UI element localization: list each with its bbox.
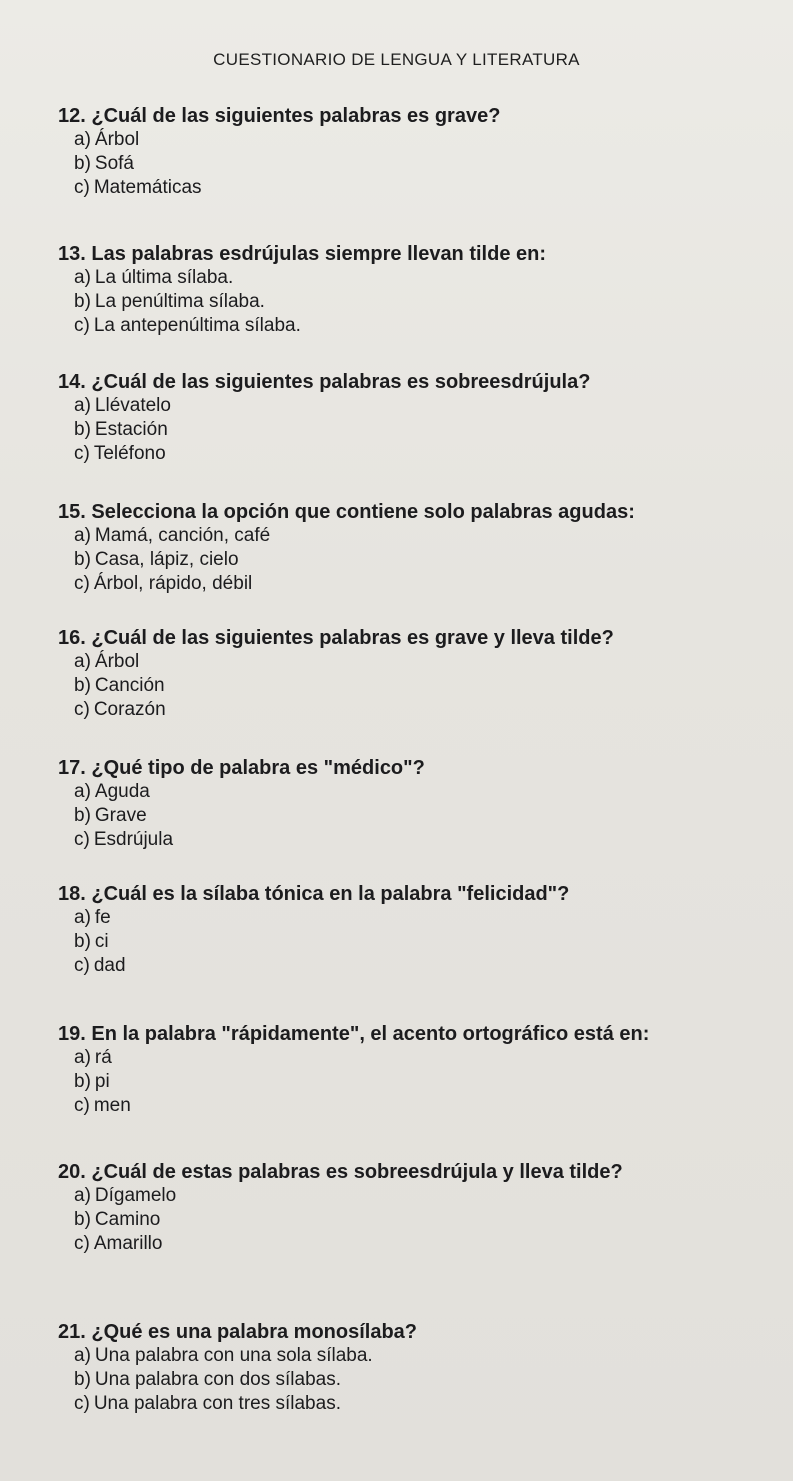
option-c [74, 442, 788, 466]
option-text: Estación [94, 419, 168, 440]
question-number: 16. [58, 627, 86, 649]
question-text [58, 626, 788, 650]
option-c [74, 1392, 788, 1416]
option-text: Amarillo [93, 1233, 163, 1254]
option-c [74, 176, 788, 200]
option-b [74, 548, 788, 572]
option-letter: a) [74, 781, 91, 802]
option-letter: a) [74, 267, 91, 288]
option-text: Llévatelo [94, 395, 171, 416]
option-text: La penúltima sílaba. [94, 291, 265, 312]
question-16 [58, 626, 788, 722]
option-text: men [93, 1095, 131, 1116]
option-text: Árbol, rápido, débil [93, 573, 253, 594]
option-letter: c) [74, 1393, 90, 1414]
option-text: dad [93, 955, 126, 976]
option-b [74, 152, 788, 176]
question-20 [58, 1160, 788, 1256]
option-text: fe [94, 907, 111, 928]
question-text [58, 104, 788, 128]
question-12 [58, 104, 788, 200]
question-13 [58, 242, 788, 338]
option-letter: b) [74, 153, 91, 174]
option-letter: b) [74, 1369, 91, 1390]
option-text: Esdrújula [93, 829, 174, 850]
question-19 [58, 1022, 788, 1118]
option-letter: a) [74, 129, 91, 150]
option-letter: a) [74, 525, 91, 546]
question-prompt: ¿Cuál es la sílaba tónica en la palabra "felicidad"? [91, 883, 570, 905]
option-b [74, 1208, 788, 1232]
question-number: 12. [58, 105, 86, 127]
question-text [58, 756, 788, 780]
option-a [74, 780, 788, 804]
option-text: Dígamelo [94, 1185, 177, 1206]
option-text: Camino [94, 1209, 161, 1230]
option-c [74, 1232, 788, 1256]
option-b [74, 674, 788, 698]
option-text: pi [94, 1071, 110, 1092]
option-letter: a) [74, 1185, 91, 1206]
question-prompt: ¿Cuál de las siguientes palabras es grave? [91, 105, 501, 127]
option-letter: c) [74, 955, 90, 976]
question-text [58, 242, 788, 266]
option-b [74, 290, 788, 314]
option-text: Sofá [94, 153, 134, 174]
option-letter: c) [74, 177, 90, 198]
option-text: Una palabra con tres sílabas. [93, 1393, 341, 1414]
option-a [74, 266, 788, 290]
question-text [58, 500, 788, 524]
question-number: 20. [58, 1161, 86, 1183]
question-prompt: Selecciona la opción que contiene solo palabras agudas: [91, 501, 635, 523]
option-letter: a) [74, 1047, 91, 1068]
option-b [74, 1070, 788, 1094]
option-b [74, 1368, 788, 1392]
option-letter: c) [74, 573, 90, 594]
question-text [58, 1022, 788, 1046]
question-prompt: ¿Cuál de las siguientes palabras es sobreesdrújula? [91, 371, 591, 393]
option-text: La última sílaba. [94, 267, 234, 288]
option-letter: b) [74, 1071, 91, 1092]
option-text: Teléfono [93, 443, 166, 464]
question-17 [58, 756, 788, 852]
question-18 [58, 882, 788, 978]
option-text: Una palabra con una sola sílaba. [94, 1345, 373, 1366]
option-c [74, 954, 788, 978]
option-a [74, 1046, 788, 1070]
option-text: Árbol [94, 651, 140, 672]
question-prompt: ¿Cuál de estas palabras es sobreesdrújula y lleva tilde? [91, 1161, 623, 1183]
option-text: Mamá, canción, café [94, 525, 271, 546]
option-c [74, 572, 788, 596]
option-letter: a) [74, 395, 91, 416]
option-letter: b) [74, 805, 91, 826]
option-letter: c) [74, 315, 90, 336]
option-c [74, 314, 788, 338]
question-number: 19. [58, 1023, 86, 1045]
option-letter: b) [74, 1209, 91, 1230]
question-number: 21. [58, 1321, 86, 1343]
question-prompt: ¿Qué tipo de palabra es "médico"? [91, 757, 425, 779]
option-letter: a) [74, 651, 91, 672]
option-text: Aguda [94, 781, 150, 802]
option-a [74, 650, 788, 674]
question-prompt: ¿Cuál de las siguientes palabras es grave y lleva tilde? [91, 627, 614, 649]
option-text: ci [94, 931, 109, 952]
option-text: Canción [94, 675, 165, 696]
question-number: 18. [58, 883, 86, 905]
option-text: rá [94, 1047, 112, 1068]
question-15 [58, 500, 788, 596]
option-letter: c) [74, 1095, 90, 1116]
option-letter: c) [74, 699, 90, 720]
question-number: 14. [58, 371, 86, 393]
option-text: Árbol [94, 129, 140, 150]
option-a [74, 524, 788, 548]
option-b [74, 930, 788, 954]
option-letter: c) [74, 829, 90, 850]
option-c [74, 1094, 788, 1118]
option-a [74, 128, 788, 152]
question-prompt: ¿Qué es una palabra monosílaba? [91, 1321, 418, 1343]
option-text: Una palabra con dos sílabas. [94, 1369, 342, 1390]
option-letter: b) [74, 931, 91, 952]
option-letter: a) [74, 907, 91, 928]
question-prompt: Las palabras esdrújulas siempre llevan tilde en: [91, 243, 547, 265]
option-letter: b) [74, 419, 91, 440]
option-a [74, 1344, 788, 1368]
question-number: 17. [58, 757, 86, 779]
option-letter: c) [74, 443, 90, 464]
question-text [58, 1160, 788, 1184]
option-text: Matemáticas [93, 177, 202, 198]
question-prompt: En la palabra "rápidamente", el acento ortográfico está en: [91, 1023, 650, 1045]
option-a [74, 906, 788, 930]
option-letter: b) [74, 675, 91, 696]
option-a [74, 394, 788, 418]
question-21 [58, 1320, 788, 1416]
option-c [74, 828, 788, 852]
question-text [58, 1320, 788, 1344]
option-text: Corazón [93, 699, 166, 720]
option-text: La antepenúltima sílaba. [93, 315, 301, 336]
question-number: 15. [58, 501, 86, 523]
question-14 [58, 370, 788, 466]
option-letter: b) [74, 549, 91, 570]
question-number: 13. [58, 243, 86, 265]
option-b [74, 418, 788, 442]
option-a [74, 1184, 788, 1208]
option-letter: a) [74, 1345, 91, 1366]
option-text: Grave [94, 805, 147, 826]
question-text [58, 370, 788, 394]
page-title: CUESTIONARIO DE LENGUA Y LITERATURA [213, 50, 580, 69]
option-letter: c) [74, 1233, 90, 1254]
option-b [74, 804, 788, 828]
question-text [58, 882, 788, 906]
option-c [74, 698, 788, 722]
option-letter: b) [74, 291, 91, 312]
option-text: Casa, lápiz, cielo [94, 549, 239, 570]
